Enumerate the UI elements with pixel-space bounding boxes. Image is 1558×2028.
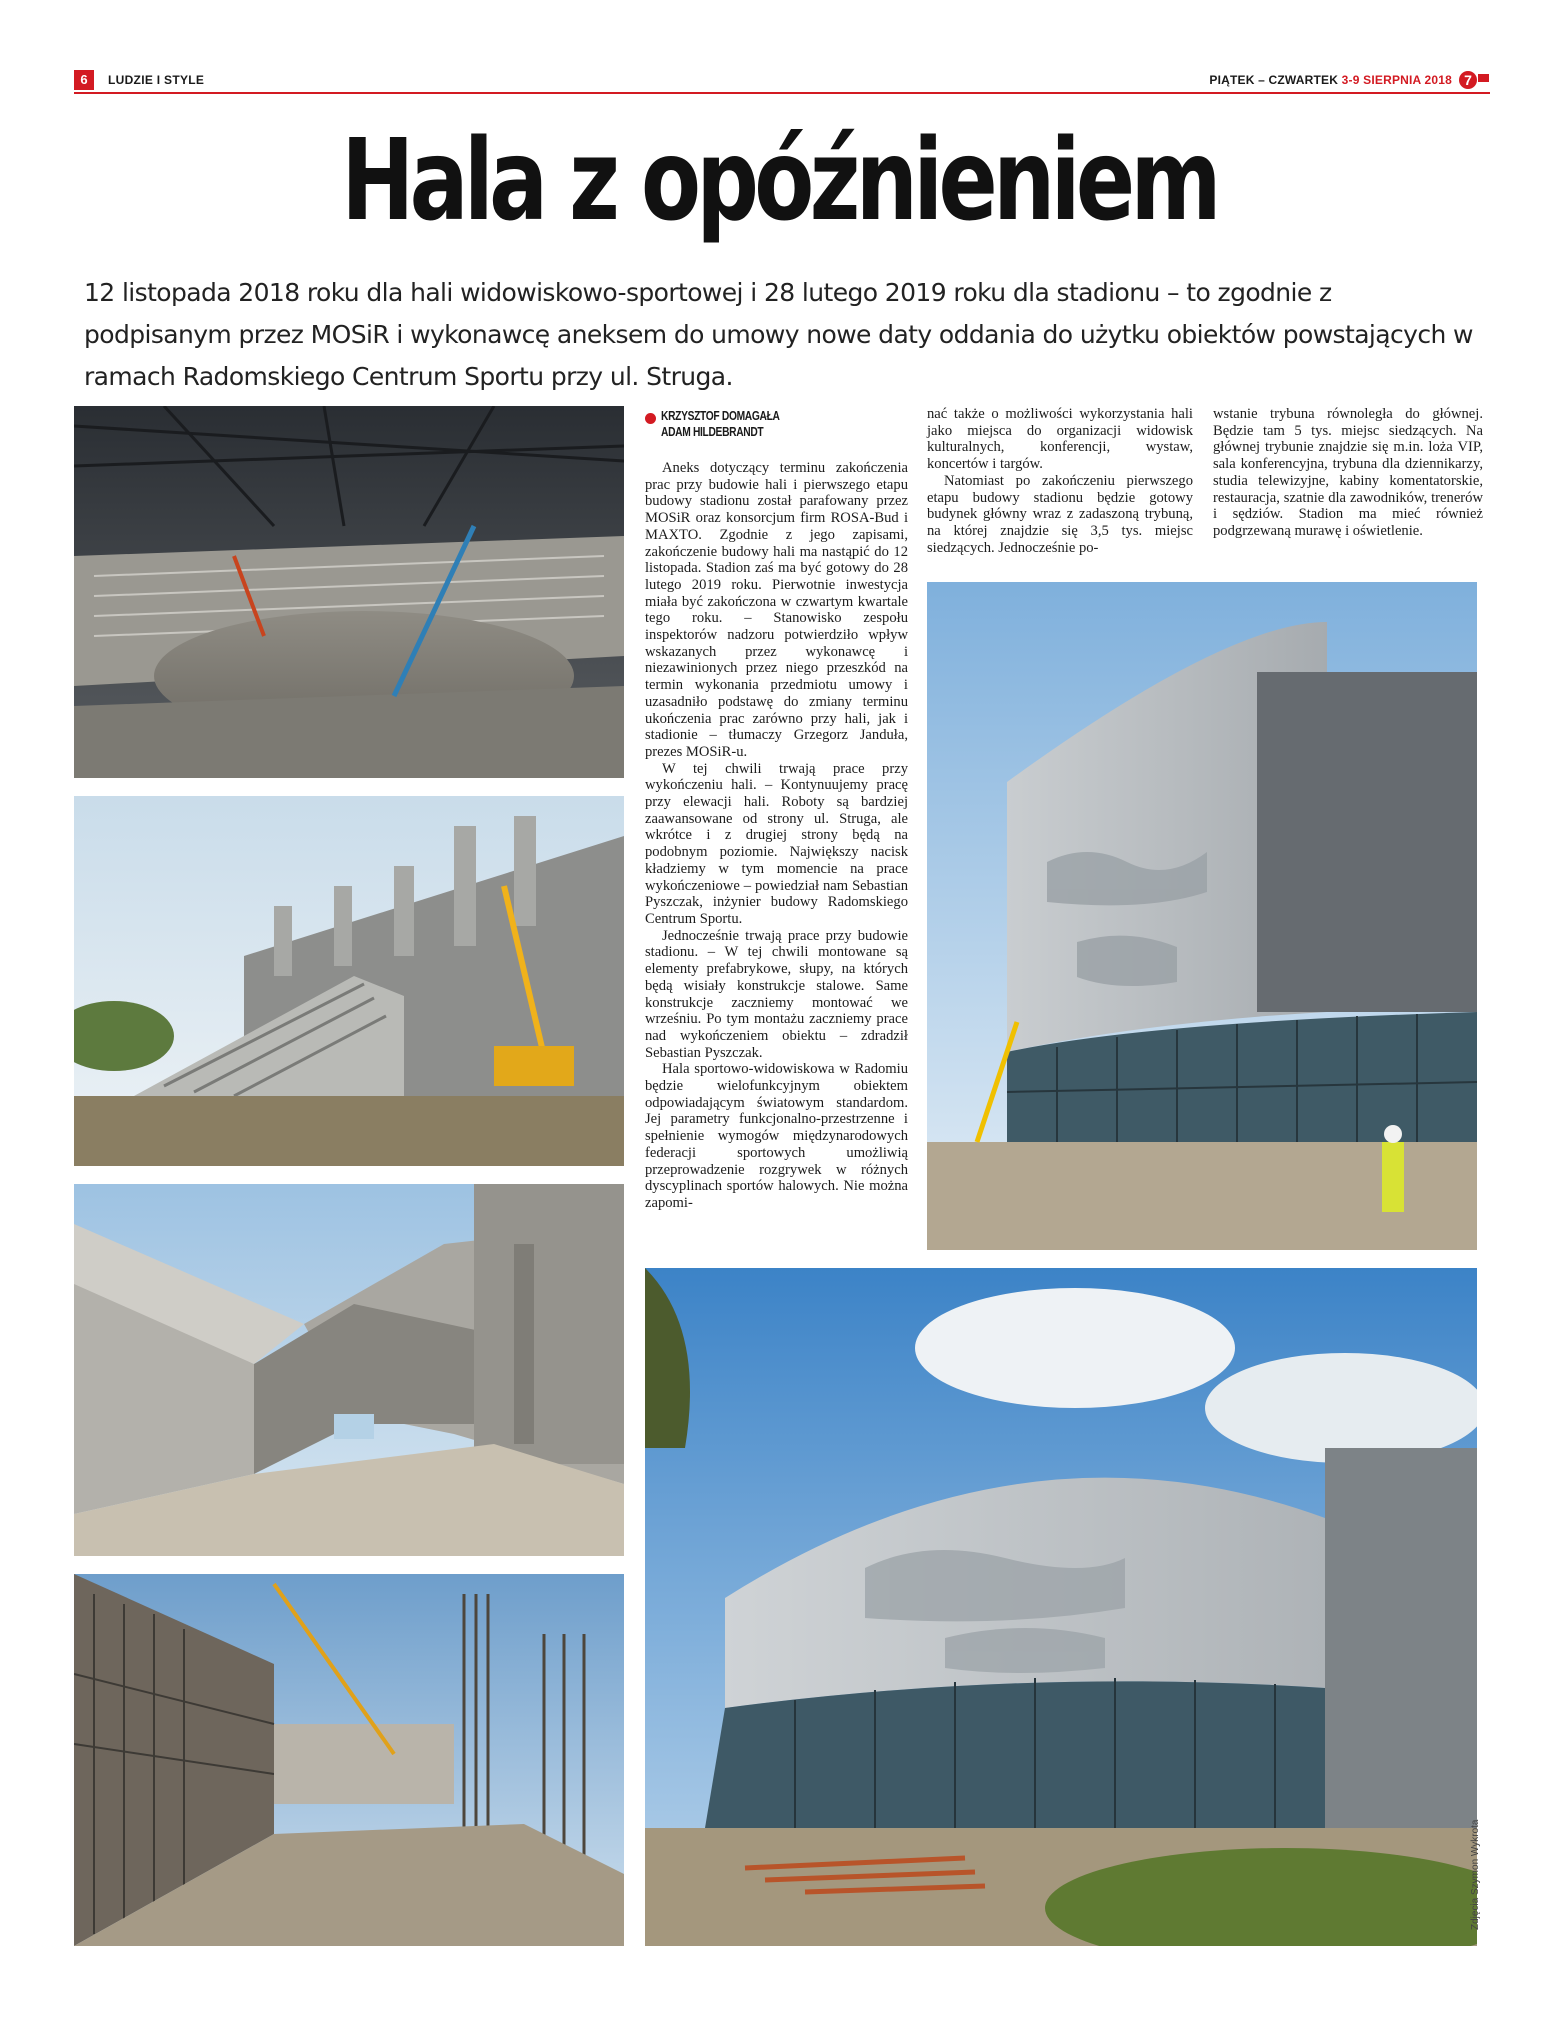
photo-arena-facade-wide	[645, 1268, 1477, 1946]
header-rule	[74, 92, 1490, 94]
body-paragraph: Natomiast po zakończeniu pierwszego etapu budowy stadionu będzie gotowy budynek główny wraz z zadaszoną trybuną, na której znajdzie się 3,5 tys. miejsc siedzących. Jednocześnie po-	[927, 472, 1193, 556]
photo-credit: Zdjęcia Szymon Wykrota	[1470, 1819, 1481, 1930]
body-paragraph: nać także o możliwości wykorzystania hali jako miejsca do organizacji widowisk kulturalnych, konferencji, wystaw, koncertów i targów.	[927, 406, 1193, 473]
photo-rebar-formwork	[74, 1574, 624, 1946]
page-header	[74, 70, 1490, 94]
photo-concrete-underpass	[74, 1184, 624, 1556]
body-paragraph: Aneks dotyczący terminu zakończenia prac przy budowie hali i pierwszego etapu budowy stadionu został parafowany przez MOSiR oraz konsorcjum firm ROSA-Bud i MAXTO. Zgodnie z jego zapisami, zakończenie budowy hali ma nastąpić do 12 listopada. Stadion zaś ma być gotowy do 28 lutego 2019 roku. Pierwotnie inwestycja miała być zakończona w czwartym kwartale tego roku. – Stanowisko zespołu inspektorów nadzoru potwierdziło wpływ wskazanych przez wykonawcę i niezawinionych przez niego przeszkód na termin wykonania przedmiotu umowy i uzasadniło podstawę do zmiany terminu ukończenia prac zarówno przy hali, jak i stadionie – tłumaczy Grzegorz Janduła, prezes MOSiR-u.	[645, 460, 908, 760]
article-column-1	[645, 460, 908, 1212]
byline	[645, 408, 815, 440]
issue-date-prefix: PIĄTEK – CZWARTEK	[1209, 73, 1339, 87]
page-number: 6	[74, 70, 94, 90]
author-name: ADAM HILDEBRANDT	[661, 425, 764, 439]
tygodnik-7-dni-logo-icon	[1458, 70, 1490, 90]
body-paragraph: wstanie trybuna równoległa do głównej. Będzie tam 5 tys. miejsc siedzących. Na głównej trybunie znajdzie się m.in. loża VIP, sala konferencyjna, trybuna dla dziennikarzy, studia telewizyjne, kabiny komentatorskie, restauracja, szatnie dla zawodników, trenerów i sędziów. Stadion ma mieć również podgrzewaną murawę i oświetlenie.	[1213, 406, 1483, 539]
article-column-3	[1213, 406, 1483, 540]
issue-date	[1209, 73, 1452, 87]
article-column-2	[927, 406, 1193, 556]
byline-bullet-icon	[645, 413, 656, 424]
body-paragraph: W tej chwili trwają prace przy wykończeniu hali. – Kontynuujemy pracę przy elewacji hali. Roboty są bardziej zaawansowane od strony ul. Struga, ale wkrótce i z drugiej strony będą na podobnym poziomie. Największy nacisk kładziemy w tym momencie na prace wykończeniowe – powiedział nam Sebastian Pyszczak, inżynier budowy Radomskiego Centrum Sportu.	[645, 760, 908, 927]
issue-date-range: 3-9 SIERPNIA 2018	[1341, 73, 1452, 87]
photo-stadium-stands	[74, 796, 624, 1166]
body-paragraph: Jednocześnie trwają prace przy budowie stadionu. – W tej chwili montowane są elementy prefabrykowe, słupy, na których będą wisiały konstrukcje stalowe. Same konstrukcje zaczniemy montować we wrześniu. Po tym montażu zaczniemy prace nad wykończeniem obiektu – zdradził Sebastian Pyszczak.	[645, 927, 908, 1061]
lead-paragraph: 12 listopada 2018 roku dla hali widowiskowo-sportowej i 28 lutego 2019 roku dla stadionu – to zgodnie z podpisanym przez MOSiR i wykonawcę aneksem do umowy nowe daty oddania do użytku obiektów powstających w ramach Radomskiego Centrum Sportu przy ul. Struga.	[84, 278, 1473, 391]
svg-text:7: 7	[1464, 72, 1472, 88]
headline: Hala z opóźnieniem	[341, 116, 1217, 246]
photo-arena-facade-corner	[927, 582, 1477, 1250]
photo-arena-interior	[74, 406, 624, 778]
author-name: KRZYSZTOF DOMAGAŁA	[661, 409, 780, 423]
body-paragraph: Hala sportowo-widowiskowa w Radomiu będzie wielofunkcyjnym obiektem odpowiadającym światowym standardom. Jej parametry funkcjonalno-przestrzenne i spełnienie wymogów międzynarodowych federacji sportowych umożliwią przeprowadzenie rozgrywek w różnych dyscyplinach sportów halowych. Nie można zapomi-	[645, 1061, 908, 1211]
section-name: LUDZIE I STYLE	[108, 73, 205, 87]
